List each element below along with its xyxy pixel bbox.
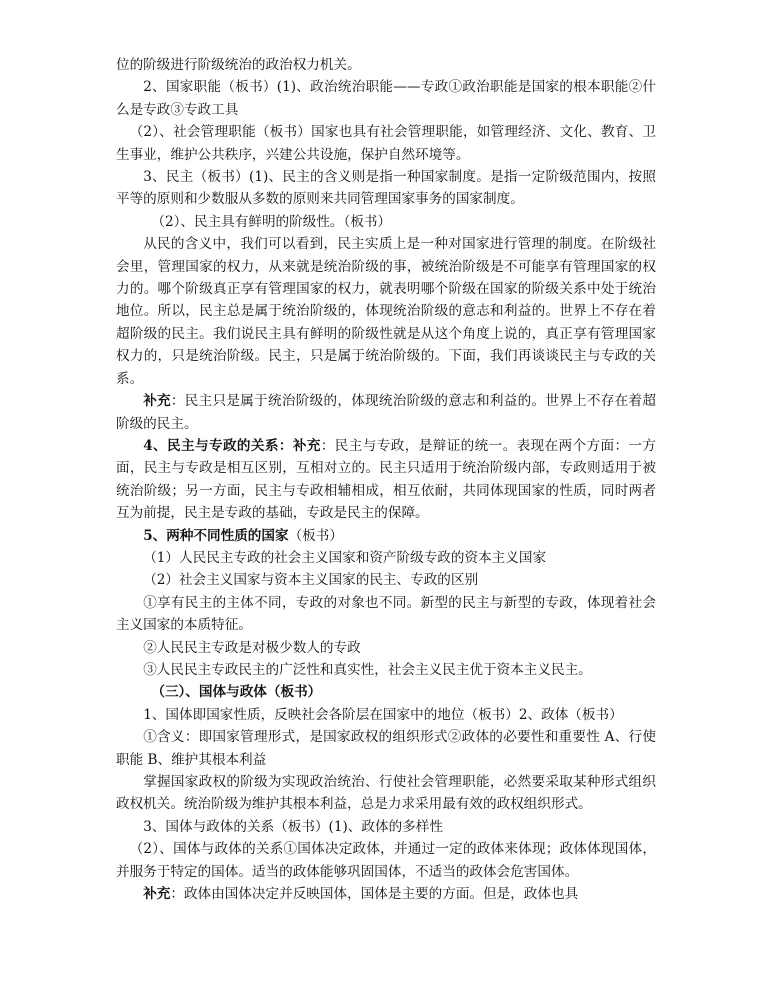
paragraph-point-2: [116, 569, 656, 591]
paragraph-text: 3、国体与政体的关系（板书）(1)、政体的多样性: [143, 818, 443, 835]
paragraph-text: （2）社会主义国家与资本主义国家的民主、专政的区别: [143, 572, 479, 589]
paragraph-text: （2）、民主具有鲜明的阶级性。（板书）: [151, 213, 392, 230]
paragraph-democracy-dictatorship-relation: [116, 435, 656, 525]
paragraph-democracy-definition: [116, 166, 656, 211]
bold-lead: 5、两种不同性质的国家: [143, 527, 289, 544]
paragraph-text: ①含义：即国家管理形式，是国家政权的组织形式②政体的必要性和重要性 A、行使职能 B、维护其根本利益: [116, 729, 656, 768]
paragraph-text: （板书）: [288, 527, 343, 544]
bold-lead: 补充: [143, 393, 171, 410]
paragraph-supplement-final: [116, 883, 656, 905]
paragraph-state-definition-end: [116, 54, 656, 76]
paragraph-text: 1、国体即国家性质，反映社会各阶层在国家中的地位（板书）2、政体（板书）: [143, 706, 623, 723]
paragraph-two-kinds-of-states: [116, 525, 656, 547]
section-heading-state-system: [116, 681, 656, 703]
paragraph-text: ：民主与专政，是辩证的统一。表现在两个方面：一方面，民主与专政是相互区别，互相对立的。民主只适用于统治阶级内部，专政则适用于被统治阶级；另一方面，民主与专政相辅相成，相互依耐，共同体现国家的性质，同时两者互为前提，民主是专政的基础，专政是民主的保障。: [116, 437, 657, 522]
paragraph-text: 2、国家职能（板书）(1)、政治统治职能——专政①政治职能是国家的根本职能②什么是专政③专政工具: [116, 79, 656, 118]
bold-lead: 补充: [143, 886, 171, 903]
paragraph-circled-1: [116, 592, 656, 637]
paragraph-relation-heading: [116, 816, 656, 838]
document-page: [116, 54, 656, 905]
paragraph-text: ①享有民主的主体不同，专政的对象也不同。新型的民主与新型的专政，体现着社会主义国家的本质特征。: [116, 594, 656, 634]
paragraph-democracy-class-nature: [116, 211, 656, 233]
paragraph-state-functions: [116, 76, 656, 121]
paragraph-democracy-explanation: [116, 233, 656, 390]
paragraph-text: （2）、社会管理职能（板书）国家也具有社会管理职能，如管理经济、文化、教育、卫生事业，维护公共秩序，兴建公共设施，保护自然环境等。: [116, 124, 656, 163]
paragraph-circled-2: [116, 637, 656, 659]
paragraph-supplement-1: [116, 390, 656, 435]
paragraph-circled-3: [116, 659, 656, 681]
paragraph-ruling-class: [116, 771, 656, 816]
paragraph-text: ③人民民主专政民主的广泛性和真实性，社会主义民主优于资本主义民主。: [143, 661, 592, 678]
paragraph-text: 3、民主（板书）(1)、民主的含义则是指一种国家制度。是指一定阶级范围内，按照平等的原则和少数服从多数的原则来共同管理国家事务的国家制度。: [116, 169, 656, 208]
paragraph-state-nature: [116, 704, 656, 726]
paragraph-text: 从民的含义中，我们可以看到，民主实质上是一种对国家进行管理的制度。在阶级社会里，管理国家的权力，从来就是统治阶级的事，被统治阶级是不可能享有管理国家的权力的。哪个阶级真正享有管理国家的权力，就表明哪个阶级在国家的阶级关系中处于统治地位。所以，民主总是属于统治阶级的，体现统治阶级的意志和利益的。世界上不存在着超阶级的民主。我们说民主具有鲜明的阶级性就是从这个角度上说的，真正享有管理国家权力的，只是统治阶级。民主，只是属于统治阶级的。下面，我们再谈谈民主与专政的关系。: [116, 236, 656, 387]
paragraph-text: ：民主只是属于统治阶级的，体现统治阶级的意志和利益的。世界上不存在着超阶级的民主。: [116, 393, 656, 432]
paragraph-government-form: [116, 726, 656, 771]
paragraph-text: （1）人民民主专政的社会主义国家和资产阶级专政的资本主义国家: [143, 549, 547, 566]
paragraph-text: （2）、国体与政体的关系①国体决定政体，并通过一定的政体来体现；政体体现国体，并服务于特定的国体。适当的政体能够巩固国体，不适当的政体会危害国体。: [116, 841, 656, 880]
bold-lead: （三）、国体与政体（板书）: [151, 684, 322, 701]
bold-lead: 4、民主与专政的关系：补充: [143, 437, 321, 454]
paragraph-text: 掌握国家政权的阶级为实现政治统治、行使社会管理职能，必然要采取某种形式组织政权机关。统治阶级为维护其根本利益，总是力求采用最有效的政权组织形式。: [116, 774, 656, 813]
paragraph-text: ：政体由国体决定并反映国体，国体是主要的方面。但是，政体也具: [170, 886, 579, 903]
paragraph-relation-detail: [116, 838, 656, 883]
paragraph-social-management: [116, 121, 656, 166]
paragraph-text: 位的阶级进行阶级统治的政治权力机关。: [116, 57, 361, 73]
paragraph-text: ②人民民主专政是对极少数人的专政: [143, 639, 361, 656]
paragraph-point-1: [116, 547, 656, 569]
